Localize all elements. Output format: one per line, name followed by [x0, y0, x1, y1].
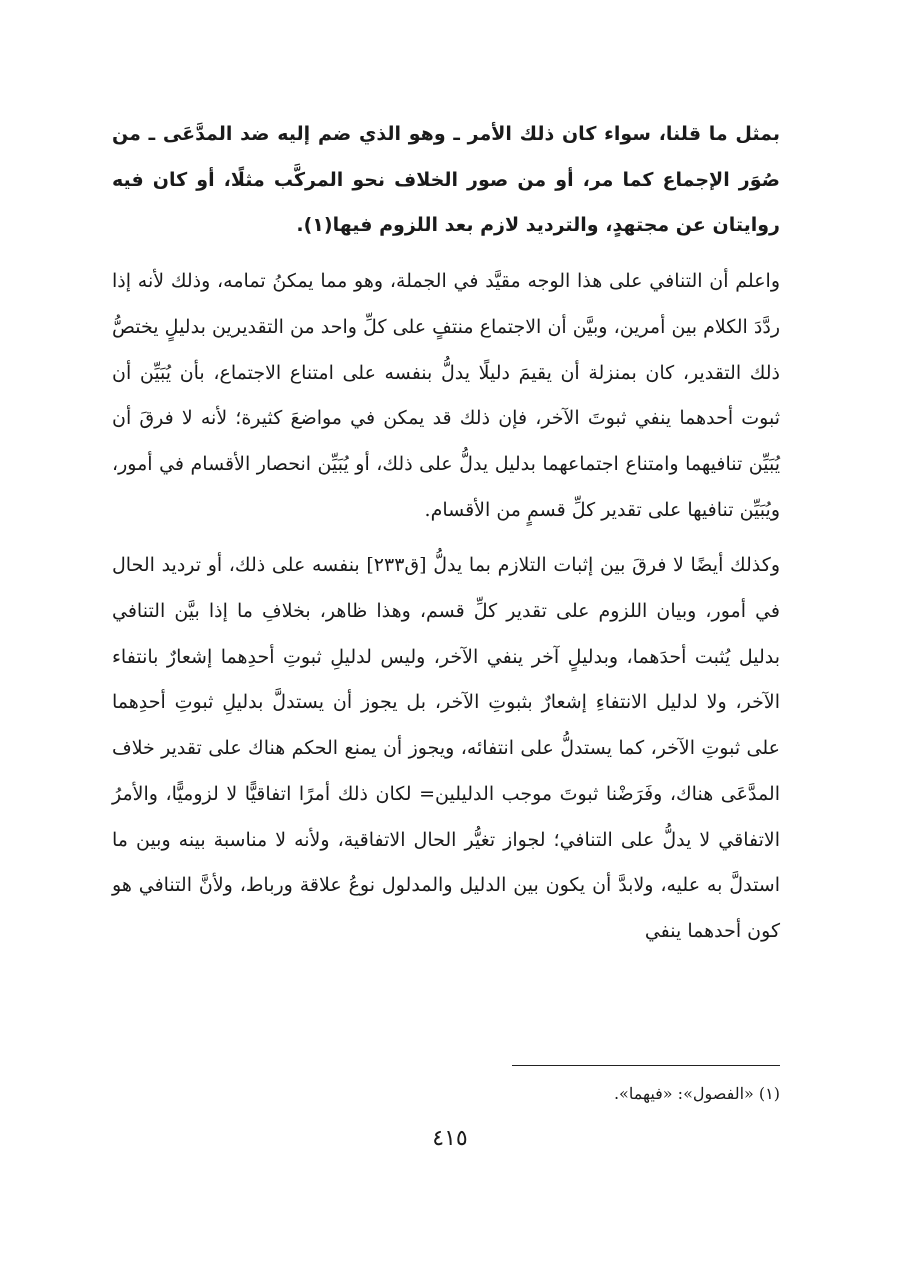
page-number: ٤١٥ — [432, 1126, 468, 1151]
paragraph-2: واعلم أن التنافي على هذا الوجه مقيَّد في الجملة، وهو مما يمكنُ تمامه، وذلك لأنه إذا ردَّدَ الكلام بين أمرين، وبيَّن أن الاجتماع منتفٍ على كلِّ واحد من التقديرين بدليلٍ يختصُّ ذلك التقدير، كان بمنزلة أن يقيمَ دليلًا يدلُّ بنفسه على امتناع الاجتماع، بأن يُبَيِّن أن ثبوت أحدهما ينفي ثبوتَ الآخر، فإن ذلك قد يمكن في مواضعَ كثيرة؛ لأنه لا فرقَ أن يُبَيِّن تنافيهما وامتناع اجتماعهما بدليل يدلُّ على ذلك، أو يُبَيِّن انحصار الأقسام في أمور، ويُبَيِّن تنافيها على تقدير كلِّ قسمٍ من الأقسام. — [112, 270, 780, 521]
paragraph-3: وكذلك أيضًا لا فرقَ بين إثبات التلازم بما يدلُّ [ق٢٣٣] بنفسه على ذلك، أو ترديد الحال في أمور، وبيان اللزوم على تقدير كلِّ قسم، وهذا ظاهر، بخلافِ ما إذا بيَّن التنافي بدليل يُثبت أحدَهما، وبدليلٍ آخر ينفي الآخر، وليس لدليلِ ثبوتِ أحدِهما إشعارٌ بانتفاء الآخر، ولا لدليل الانتفاءِ إشعارٌ بثبوتِ الآخر، بل يجوز أن يستدلَّ بدليلِ ثبوتِ أحدِهما على ثبوتِ الآخر، كما يستدلُّ على انتفائه، ويجوز أن يمنع الحكم هناك على تقدير خلاف المدَّعَى هناك، وفَرَضْنا ثبوتَ موجب الدليلين= لكان ذلك أمرًا اتفاقيًّا لا لزوميًّا، والأمرُ الاتفاقي لا يدلُّ على التنافي؛ لجواز تغيُّر الحال الاتفاقية، ولأنه لا مناسبة بينه وبين ما استدلَّ به عليه، ولابدَّ أن يكون بين الدليل والمدلول نوعُ علاقة ورباط، ولأنَّ التنافي هو كون أحدهما ينفي — [112, 554, 780, 942]
footnote-divider — [512, 1065, 780, 1066]
paragraph-1: بمثل ما قلنا، سواء كان ذلك الأمر ـ وهو الذي ضم إليه ضد المدَّعَى ـ من صُوَر الإجماع كما مر، أو من صور الخلاف نحو المركَّب مثلًا، أو كان فيه روايتان عن مجتهدٍ، والترديد لازم بعد اللزوم فيها(١). — [112, 123, 780, 237]
footnote-1: (١) «الفصول»: «فيهما». — [613, 1084, 780, 1103]
page-body — [112, 112, 780, 955]
